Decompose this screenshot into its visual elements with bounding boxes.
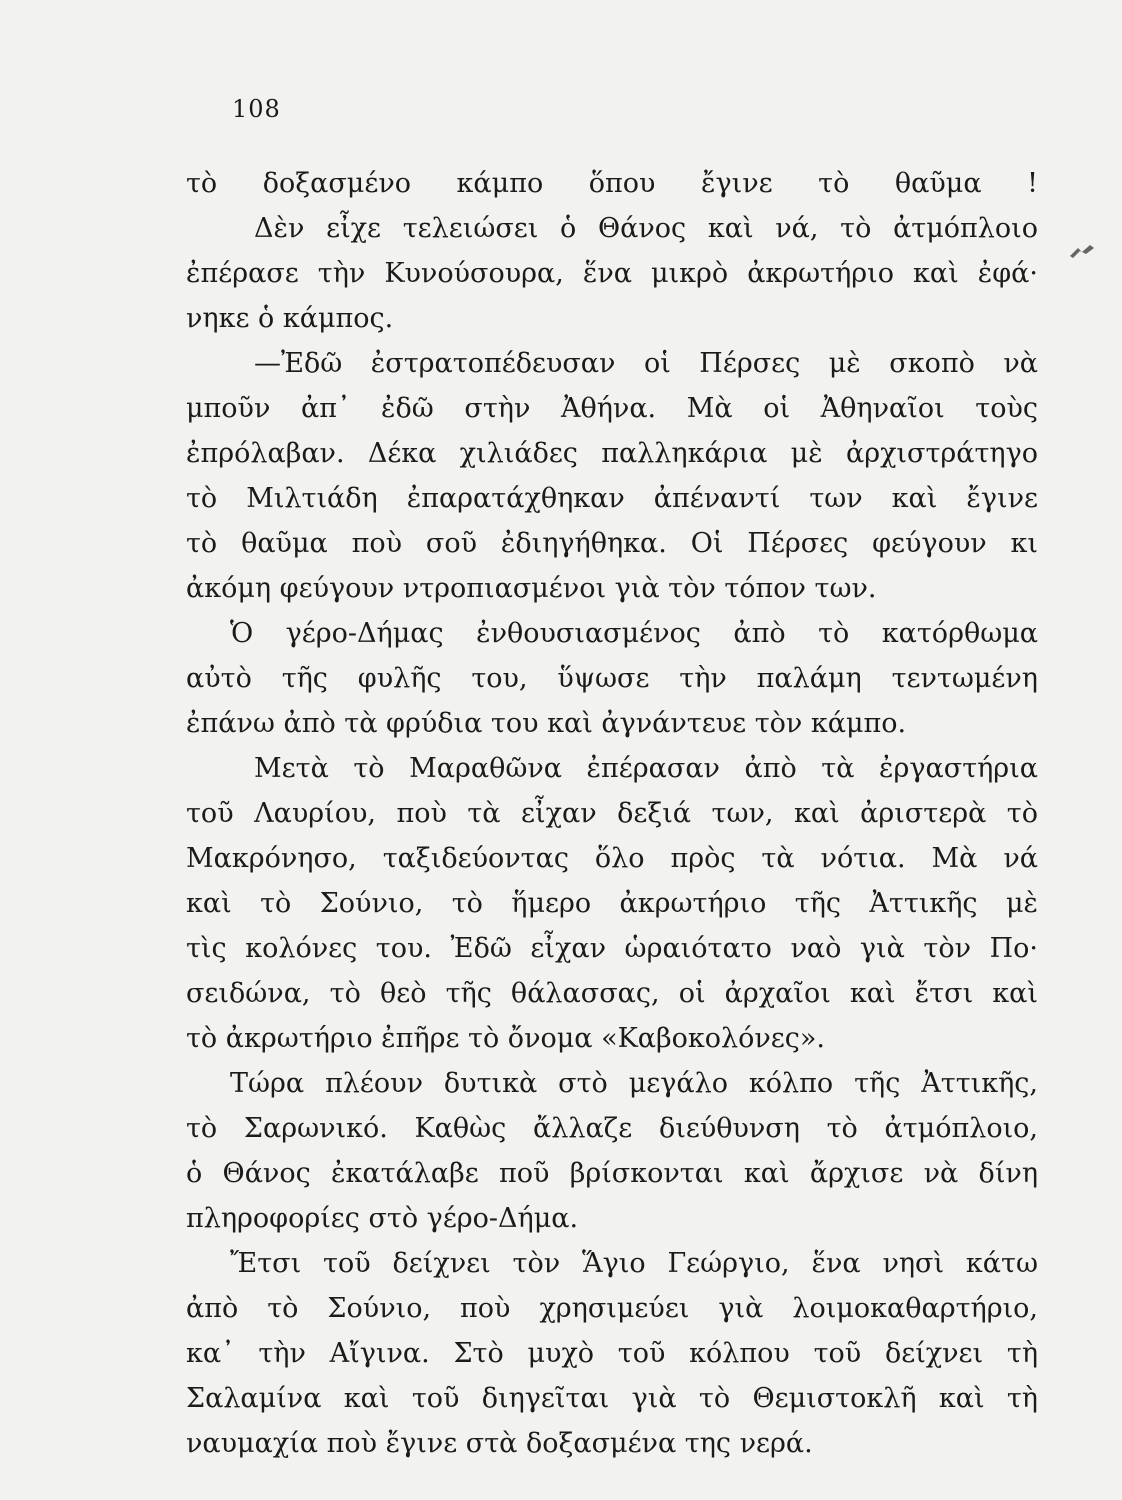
text-line: —Ἐδῶ ἐστρατοπέδευσαν οἱ Πέρσες μὲ σκοπὸ νὰ: [254, 348, 1038, 379]
text-line: τὸ Μιλτιάδη ἐπαρατάχθηκαν ἀπέναντί των καὶ ἔγινε: [186, 483, 1038, 514]
text-line: Ὁ γέρο-Δήμας ἐνθουσιασμένος ἀπὸ τὸ κατόρθωμα: [230, 618, 1038, 649]
text-line: τὸ ἀκρωτήριο ἐπῆρε τὸ ὄνομα «Καβοκολόνες».: [186, 1023, 826, 1054]
text-line: καὶ τὸ Σούνιο, τὸ ἥμερο ἀκρωτήριο τῆς Ἀττικῆς μὲ: [186, 888, 1038, 919]
text-line: τὸ δοξασμένο κάμπο ὅπου ἔγινε τὸ θαῦμα !: [186, 168, 1038, 199]
text-line: ἐπρόλαβαν. Δέκα χιλιάδες παλληκάρια μὲ ἀρχιστράτηγο: [186, 438, 1038, 469]
text-line: κα᾽ τὴν Αἴγινα. Στὸ μυχὸ τοῦ κόλπου τοῦ δείχνει τὴ: [186, 1338, 1038, 1369]
text-line: τὸ θαῦμα ποὺ σοῦ ἐδιηγήθηκα. Οἱ Πέρσες φεύγουν κι: [186, 528, 1038, 559]
text-line: Δὲν εἶχε τελειώσει ὁ Θάνος καὶ νά, τὸ ἀτμόπλοιο: [254, 213, 1038, 244]
text-line: τοῦ Λαυρίου, ποὺ τὰ εἶχαν δεξιά των, καὶ ἀριστερὰ τὸ: [186, 798, 1038, 829]
text-line: ναυμαχία ποὺ ἔγινε στὰ δοξασμένα της νερά.: [186, 1428, 813, 1459]
text-line: Σαλαμίνα καὶ τοῦ διηγεῖται γιὰ τὸ Θεμιστοκλῆ καὶ τὴ: [186, 1383, 1038, 1414]
text-line: Ἔτσι τοῦ δείχνει τὸν Ἅγιο Γεώργιο, ἕνα νησὶ κάτω: [230, 1248, 1038, 1279]
text-line: ἀπὸ τὸ Σούνιο, ποὺ χρησιμεύει γιὰ λοιμοκαθαρτήριο,: [186, 1293, 1038, 1324]
text-line: ἐπάνω ἀπὸ τὰ φρύδια του καὶ ἀγνάντευε τὸν κάμπο.: [186, 708, 907, 739]
text-line: Μακρόνησο, ταξιδεύοντας ὅλο πρὸς τὰ νότια. Μὰ νά: [186, 843, 1038, 874]
page-number: 108: [232, 95, 281, 123]
text-line: τὶς κολόνες του. Ἐδῶ εἶχαν ὡραιότατο ναὸ γιὰ τὸν Πο·: [186, 933, 1038, 964]
text-line: σειδώνα, τὸ θεὸ τῆς θάλασσας, οἱ ἀρχαῖοι καὶ ἔτσι καὶ: [186, 978, 1038, 1009]
text-line: Μετὰ τὸ Μαραθῶνα ἐπέρασαν ἀπὸ τὰ ἐργαστήρια: [254, 753, 1038, 784]
text-line: πληροφορίες στὸ γέρο-Δήμα.: [186, 1203, 579, 1234]
text-line: ἐπέρασε τὴν Κυνούσουρα, ἕνα μικρὸ ἀκρωτήριο καὶ ἐφά·: [186, 258, 1038, 289]
text-line: ἀκόμη φεύγουν ντροπιασμένοι γιὰ τὸν τόπον των.: [186, 573, 877, 604]
text-line: Τώρα πλέουν δυτικὰ στὸ μεγάλο κόλπο τῆς Ἀττικῆς,: [230, 1068, 1038, 1099]
text-line: αὐτὸ τῆς φυλῆς του, ὕψωσε τὴν παλάμη τεντωμένη: [186, 663, 1038, 694]
text-line: νηκε ὁ κάμπος.: [186, 303, 394, 334]
text-line: ὁ Θάνος ἐκατάλαβε ποῦ βρίσκονται καὶ ἄρχισε νὰ δίνη: [186, 1158, 1038, 1189]
text-line: μποῦν ἀπ᾽ ἐδῶ στὴν Ἀθήνα. Μὰ οἱ Ἀθηναῖοι τοὺς: [186, 393, 1038, 424]
body-text: [186, 161, 1038, 1466]
margin-ink-mark-icon: [1068, 242, 1096, 262]
text-line: τὸ Σαρωνικό. Καθὼς ἄλλαζε διεύθυνση τὸ ἀτμόπλοιο,: [186, 1113, 1038, 1144]
